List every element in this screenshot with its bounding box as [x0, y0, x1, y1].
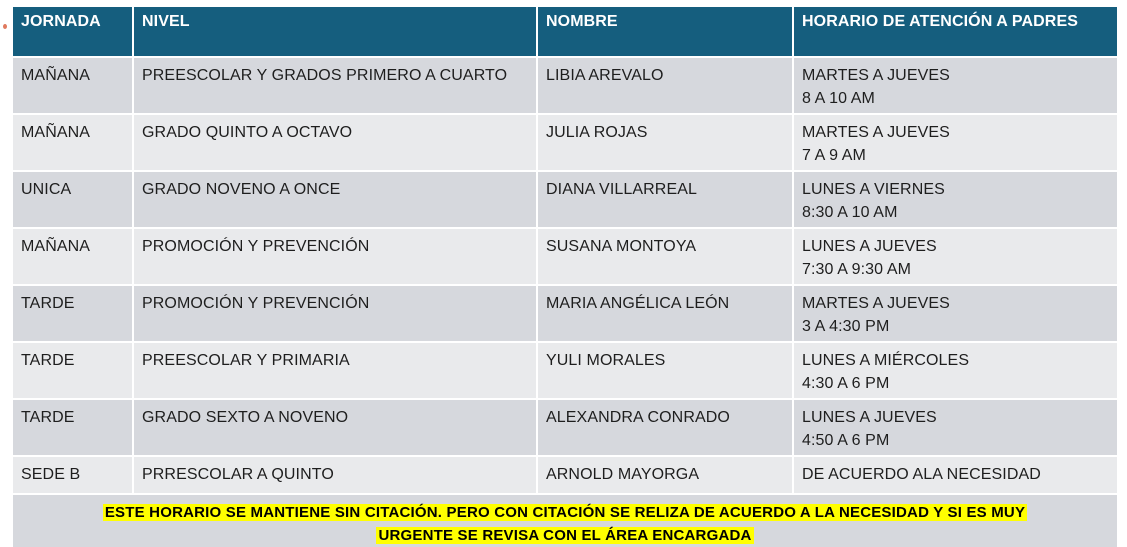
cell-nivel: PRRESCOLAR A QUINTO [133, 456, 537, 494]
horario-days: LUNES A VIERNES [802, 181, 945, 198]
cell-nivel: PROMOCIÓN Y PREVENCIÓN [133, 285, 537, 342]
cell-jornada: MAÑANA [13, 228, 133, 285]
cell-jornada: UNICA [13, 171, 133, 228]
table-row [13, 456, 1117, 494]
cell-nombre: YULI MORALES [537, 342, 793, 399]
cell-horario [793, 399, 1117, 456]
cell-nivel: GRADO NOVENO A ONCE [133, 171, 537, 228]
cell-nivel: PREESCOLAR Y GRADOS PRIMERO A CUARTO [133, 57, 537, 114]
horario-time: 4:30 A 6 PM [802, 375, 890, 392]
cell-nivel: PROMOCIÓN Y PREVENCIÓN [133, 228, 537, 285]
header-nombre: NOMBRE [537, 7, 793, 57]
note-row [13, 494, 1117, 547]
cell-jornada: MAÑANA [13, 114, 133, 171]
table-row [13, 171, 1117, 228]
table-row [13, 57, 1117, 114]
horario-days: LUNES A MIÉRCOLES [802, 352, 970, 369]
cell-nombre: ALEXANDRA CONRADO [537, 399, 793, 456]
horario-days: LUNES A JUEVES [802, 409, 937, 426]
horario-days: MARTES A JUEVES [802, 295, 950, 312]
horario-time: 4:50 A 6 PM [802, 432, 890, 449]
horario-time: 8:30 A 10 AM [802, 204, 898, 221]
header-jornada: JORNADA [13, 7, 133, 57]
note-highlight-line-2: URGENTE SE REVISA CON EL ÁREA ENCARGADA [378, 527, 752, 544]
table-row [13, 399, 1117, 456]
cell-nivel: PREESCOLAR Y PRIMARIA [133, 342, 537, 399]
cell-horario [793, 228, 1117, 285]
note-highlight-line-1: ESTE HORARIO SE MANTIENE SIN CITACIÓN. PERO CON CITACIÓN SE RELIZA DE ACUERDO A LA NECESIDAD Y SI ES MUY [104, 504, 1026, 521]
table-row [13, 342, 1117, 399]
table-row [13, 114, 1117, 171]
horario-time: 3 A 4:30 PM [802, 318, 890, 335]
cell-nombre: MARIA ANGÉLICA LEÓN [537, 285, 793, 342]
horario-days: LUNES A JUEVES [802, 238, 937, 255]
horario-time: 7:30 A 9:30 AM [802, 261, 912, 278]
cell-jornada: TARDE [13, 342, 133, 399]
header-nivel: NIVEL [133, 7, 537, 57]
cell-jornada: TARDE [13, 285, 133, 342]
cell-nombre: LIBIA AREVALO [537, 57, 793, 114]
table-row [13, 228, 1117, 285]
cell-jornada: TARDE [13, 399, 133, 456]
parent-attention-schedule-table [13, 7, 1117, 547]
horario-days: MARTES A JUEVES [802, 67, 950, 84]
horario-time: 7 A 9 AM [802, 147, 866, 164]
header-horario: HORARIO DE ATENCIÓN A PADRES [793, 7, 1117, 57]
table-row [13, 285, 1117, 342]
cell-jornada: MAÑANA [13, 57, 133, 114]
cell-jornada: SEDE B [13, 456, 133, 494]
cell-horario [793, 342, 1117, 399]
cell-nombre: ARNOLD MAYORGA [537, 456, 793, 494]
cell-horario: DE ACUERDO ALA NECESIDAD [793, 456, 1117, 494]
horario-days: MARTES A JUEVES [802, 124, 950, 141]
cell-nivel: GRADO SEXTO A NOVENO [133, 399, 537, 456]
header-row [13, 7, 1117, 57]
cell-horario [793, 114, 1117, 171]
cell-horario [793, 285, 1117, 342]
horario-time: 8 A 10 AM [802, 90, 875, 107]
bullet-dot [3, 24, 7, 29]
cell-nombre: DIANA VILLARREAL [537, 171, 793, 228]
note-cell [13, 494, 1117, 547]
cell-nivel: GRADO QUINTO A OCTAVO [133, 114, 537, 171]
cell-nombre: SUSANA MONTOYA [537, 228, 793, 285]
cell-horario [793, 171, 1117, 228]
cell-horario [793, 57, 1117, 114]
cell-nombre: JULIA ROJAS [537, 114, 793, 171]
